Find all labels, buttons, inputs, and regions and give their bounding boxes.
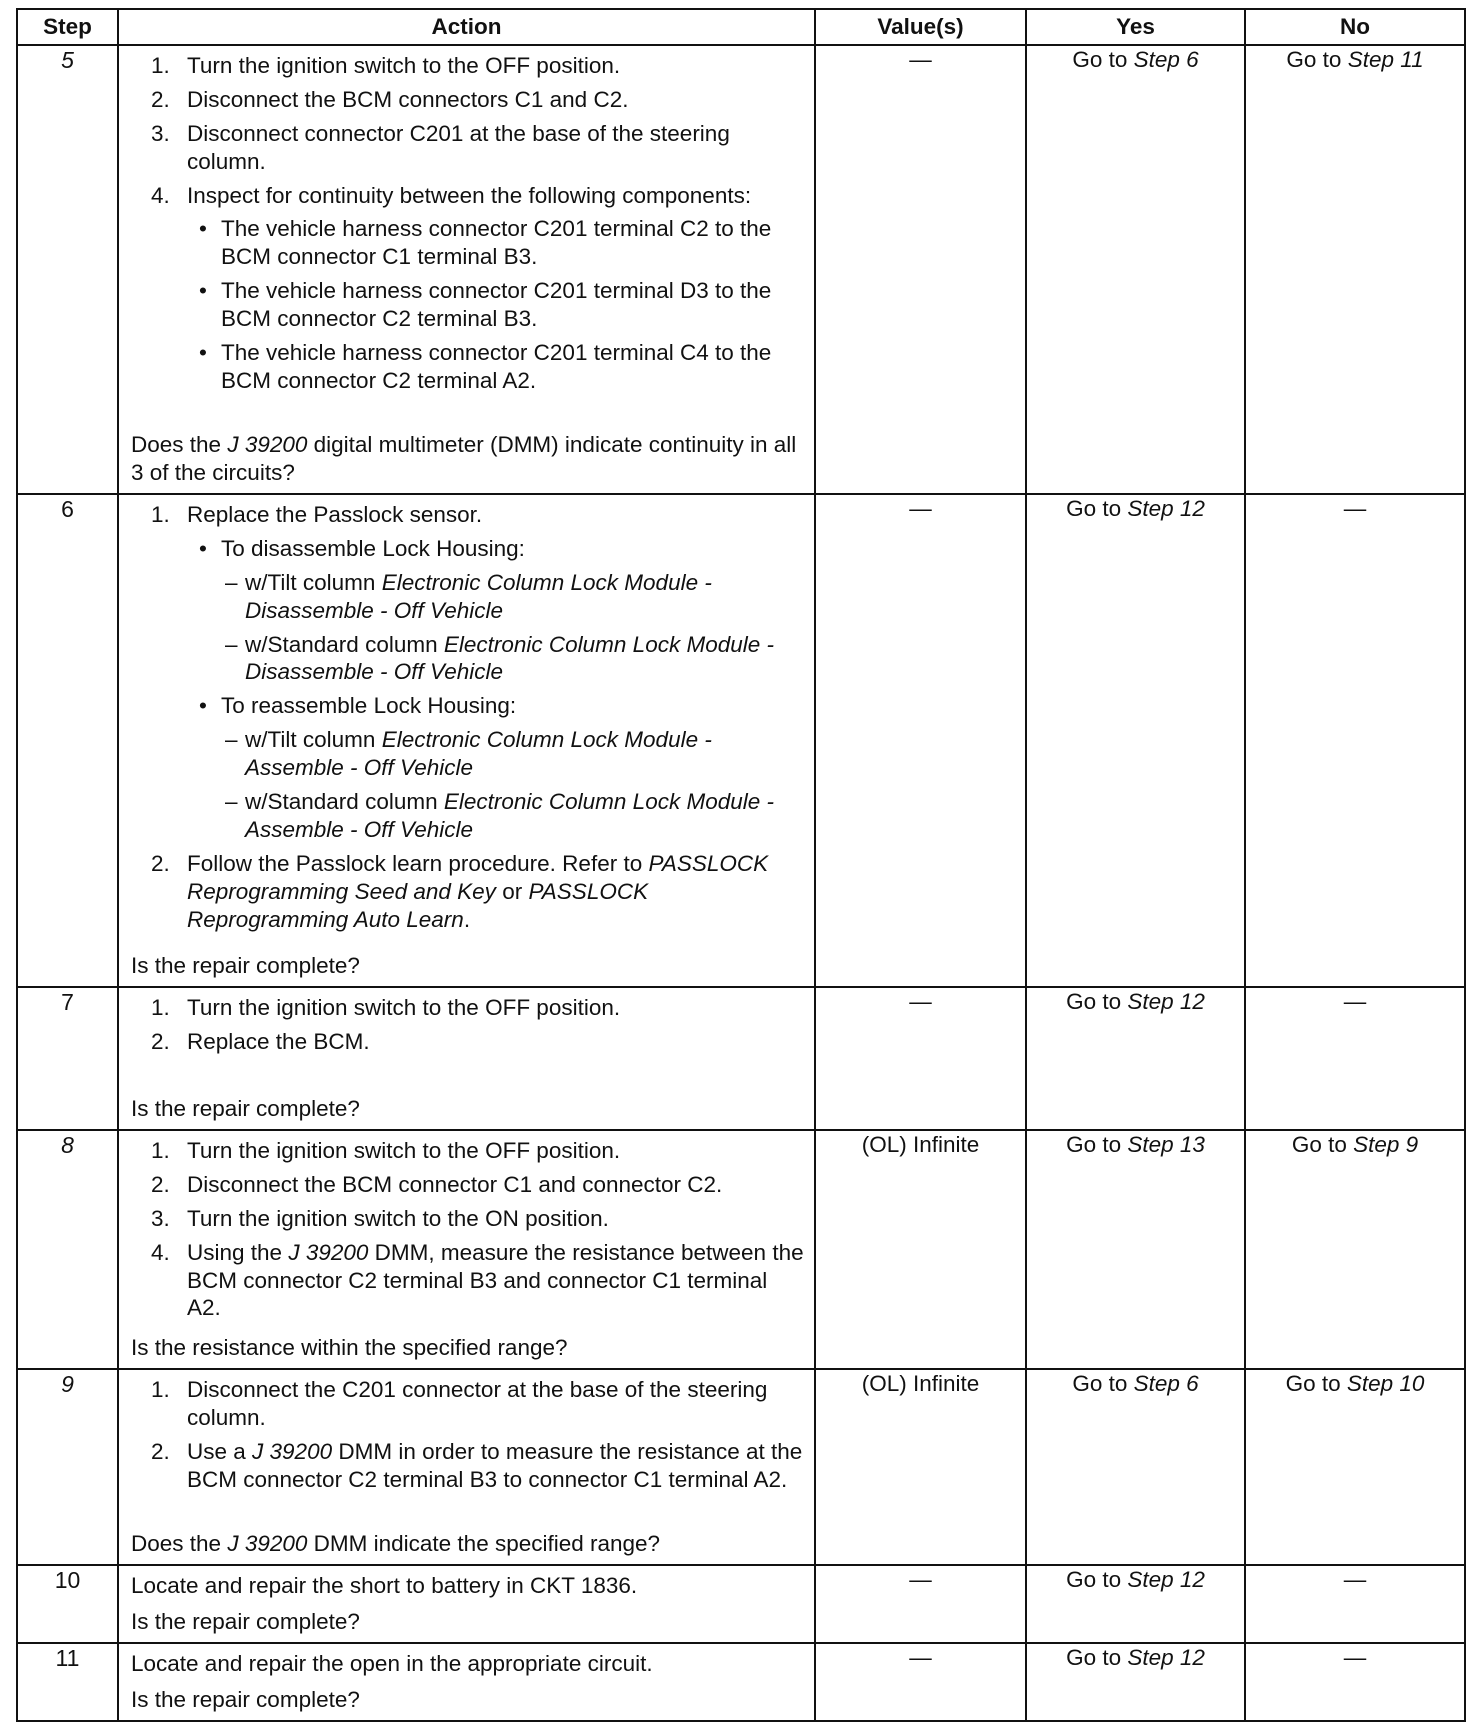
value-cell: — — [815, 45, 1026, 494]
procedure-reference[interactable]: PASSLOCK Reprogramming Auto Learn — [187, 878, 649, 932]
no-link[interactable]: Go to Step 10 — [1285, 1371, 1425, 1396]
yes-link[interactable]: Go to Step 12 — [1066, 1567, 1205, 1592]
yes-cell — [1026, 987, 1245, 1130]
value-cell: — — [815, 987, 1026, 1130]
no-cell — [1245, 1369, 1465, 1565]
yes-cell — [1026, 1369, 1245, 1565]
table-row — [17, 494, 1465, 987]
step-number: 5 — [17, 45, 118, 494]
header-step: Step — [17, 9, 118, 45]
no-cell: — — [1245, 1643, 1465, 1721]
step-number: 7 — [17, 987, 118, 1130]
action-item: 4. Using the J 39200 DMM, measure the resistance between the BCM connector C2 terminal B3 and connector C1 terminal A2. — [151, 1239, 804, 1321]
question: Does the J 39200 DMM indicate the specified range? — [131, 1531, 661, 1557]
yes-link[interactable]: Go to Step 6 — [1072, 47, 1199, 72]
question: Is the repair complete? — [131, 1096, 360, 1122]
value-cell: — — [815, 494, 1026, 987]
no-cell — [1245, 1130, 1465, 1369]
dash-item: – w/Standard column Electronic Column Lock Module - Disassemble - Off Vehicle — [221, 631, 804, 687]
dash-item: – w/Tilt column Electronic Column Lock Module - Assemble - Off Vehicle — [221, 726, 804, 782]
table-row — [17, 1643, 1465, 1721]
yes-cell — [1026, 494, 1245, 987]
bullet-item: • The vehicle harness connector C201 terminal C2 to the BCM connector C1 terminal B3. — [187, 215, 804, 271]
yes-cell — [1026, 45, 1245, 494]
table-row — [17, 1369, 1465, 1565]
action-item: 2. Replace the BCM. — [151, 1028, 370, 1054]
action-item: 1. Turn the ignition switch to the OFF position. — [151, 1138, 621, 1163]
no-cell: — — [1245, 494, 1465, 987]
action-item: 1. Turn the ignition switch to the OFF position. — [151, 995, 621, 1020]
no-cell — [1245, 45, 1465, 494]
table-row — [17, 1565, 1465, 1643]
action-item: 1. Replace the Passlock sensor. • To disassemble Lock Housing: – w/Tilt column Electronic Column Lock Module - Disassemble - Off Vehicle – w/Standard column Electronic Column Lock Module - Disassemble - Off Vehicle • To reassemble Lock Housing: – w/Tilt column Electronic Column Lock Module - Assemble - Off Vehicle – w/Standard column Electronic Column Lock Module - Assemble - Off Vehicle — [131, 501, 804, 844]
value-cell: (OL) Infinite — [815, 1130, 1026, 1369]
action-cell — [118, 1643, 815, 1721]
action-item: 2. Disconnect the BCM connector C1 and connector C2. — [151, 1171, 723, 1197]
value-cell: (OL) Infinite — [815, 1369, 1026, 1565]
action-item: 2. Use a J 39200 DMM in order to measure the resistance at the BCM connector C2 terminal B3 to connector C1 terminal A2. — [151, 1438, 803, 1492]
table-row — [17, 1130, 1465, 1369]
step-number: 10 — [17, 1565, 118, 1643]
question: Does the J 39200 digital multimeter (DMM) indicate continuity in all 3 of the circuits? — [131, 432, 797, 486]
step-number: 6 — [17, 494, 118, 987]
dash-item: – w/Standard column Electronic Column Lock Module - Assemble - Off Vehicle — [221, 788, 804, 844]
no-cell: — — [1245, 987, 1465, 1130]
step-number: 8 — [17, 1130, 118, 1369]
dash-item: – w/Tilt column Electronic Column Lock Module - Disassemble - Off Vehicle — [221, 569, 804, 625]
action-cell — [118, 1565, 815, 1643]
question: Is the repair complete? — [131, 1687, 360, 1713]
action-item: 2. Follow the Passlock learn procedure. Refer to PASSLOCK Reprogramming Seed and Key or PASSLOCK Reprogramming Auto Learn. — [151, 850, 769, 932]
value-cell: — — [815, 1565, 1026, 1643]
yes-cell — [1026, 1565, 1245, 1643]
procedure-reference[interactable]: PASSLOCK Reprogramming Seed and Key — [187, 850, 769, 904]
procedure-reference[interactable]: Electronic Column Lock Module - Disassemble - Off Vehicle — [245, 569, 712, 623]
question: Is the repair complete? — [131, 1609, 360, 1635]
header-no: No — [1245, 9, 1465, 45]
action-item: 3. Disconnect connector C201 at the base of the steering column. — [151, 120, 730, 174]
no-cell: — — [1245, 1565, 1465, 1643]
action-cell — [118, 1369, 815, 1565]
header-values: Value(s) — [815, 9, 1026, 45]
procedure-reference[interactable]: Electronic Column Lock Module - Disassemble - Off Vehicle — [245, 631, 774, 685]
step-number: 11 — [17, 1643, 118, 1721]
action-cell — [118, 987, 815, 1130]
yes-link[interactable]: Go to Step 12 — [1066, 496, 1205, 521]
action-cell — [118, 1130, 815, 1369]
yes-cell — [1026, 1643, 1245, 1721]
yes-link[interactable]: Go to Step 6 — [1072, 1371, 1199, 1396]
step-number: 9 — [17, 1369, 118, 1565]
bullet-item: • To reassemble Lock Housing: – w/Tilt column Electronic Column Lock Module - Assemble - Off Vehicle – w/Standard column Electronic Column Lock Module - Assemble - Off Vehicle — [187, 692, 804, 843]
bullet-item: • The vehicle harness connector C201 terminal C4 to the BCM connector C2 terminal A2. — [187, 339, 804, 395]
no-link[interactable]: Go to Step 9 — [1291, 1132, 1419, 1157]
action-line: Locate and repair the short to battery in CKT 1836. — [131, 1573, 638, 1598]
table-row — [17, 987, 1465, 1130]
question: Is the resistance within the specified range? — [131, 1335, 568, 1361]
yes-cell — [1026, 1130, 1245, 1369]
procedure-reference[interactable]: Electronic Column Lock Module - Assemble - Off Vehicle — [245, 789, 774, 842]
action-cell — [118, 494, 815, 987]
action-item: 1. Disconnect the C201 connector at the base of the steering column. — [151, 1377, 768, 1430]
action-item: 1. Turn the ignition switch to the OFF position. — [151, 53, 621, 78]
table-row — [17, 45, 1465, 494]
header-action: Action — [118, 9, 815, 45]
header-yes: Yes — [1026, 9, 1245, 45]
header-row — [17, 9, 1465, 45]
yes-link[interactable]: Go to Step 13 — [1066, 1132, 1205, 1157]
action-line: Locate and repair the open in the appropriate circuit. — [131, 1651, 653, 1676]
action-item: 2. Disconnect the BCM connectors C1 and C2. — [151, 86, 629, 112]
procedure-reference[interactable]: Electronic Column Lock Module - Assemble - Off Vehicle — [245, 727, 712, 781]
question: Is the repair complete? — [131, 953, 360, 979]
action-item: 3. Turn the ignition switch to the ON position. — [151, 1205, 609, 1231]
diagnostic-table — [16, 8, 1466, 1722]
bullet-item: • To disassemble Lock Housing: – w/Tilt column Electronic Column Lock Module - Disassemble - Off Vehicle – w/Standard column Electronic Column Lock Module - Disassemble - Off Vehicle — [187, 535, 804, 686]
yes-link[interactable]: Go to Step 12 — [1066, 989, 1205, 1014]
bullet-item: • The vehicle harness connector C201 terminal D3 to the BCM connector C2 terminal B3. — [187, 277, 804, 333]
yes-link[interactable]: Go to Step 12 — [1066, 1645, 1205, 1670]
action-cell — [118, 45, 815, 494]
action-item: 4. Inspect for continuity between the following components: • The vehicle harness connector C201 terminal C2 to the BCM connector C1 terminal B3. • The vehicle harness connector C201 terminal D3 to the BCM connector C2 terminal B3. • The vehicle harness connector C201 terminal C4 to the BCM connector C2 terminal A2. — [131, 182, 804, 395]
value-cell: — — [815, 1643, 1026, 1721]
no-link[interactable]: Go to Step 11 — [1286, 47, 1424, 72]
